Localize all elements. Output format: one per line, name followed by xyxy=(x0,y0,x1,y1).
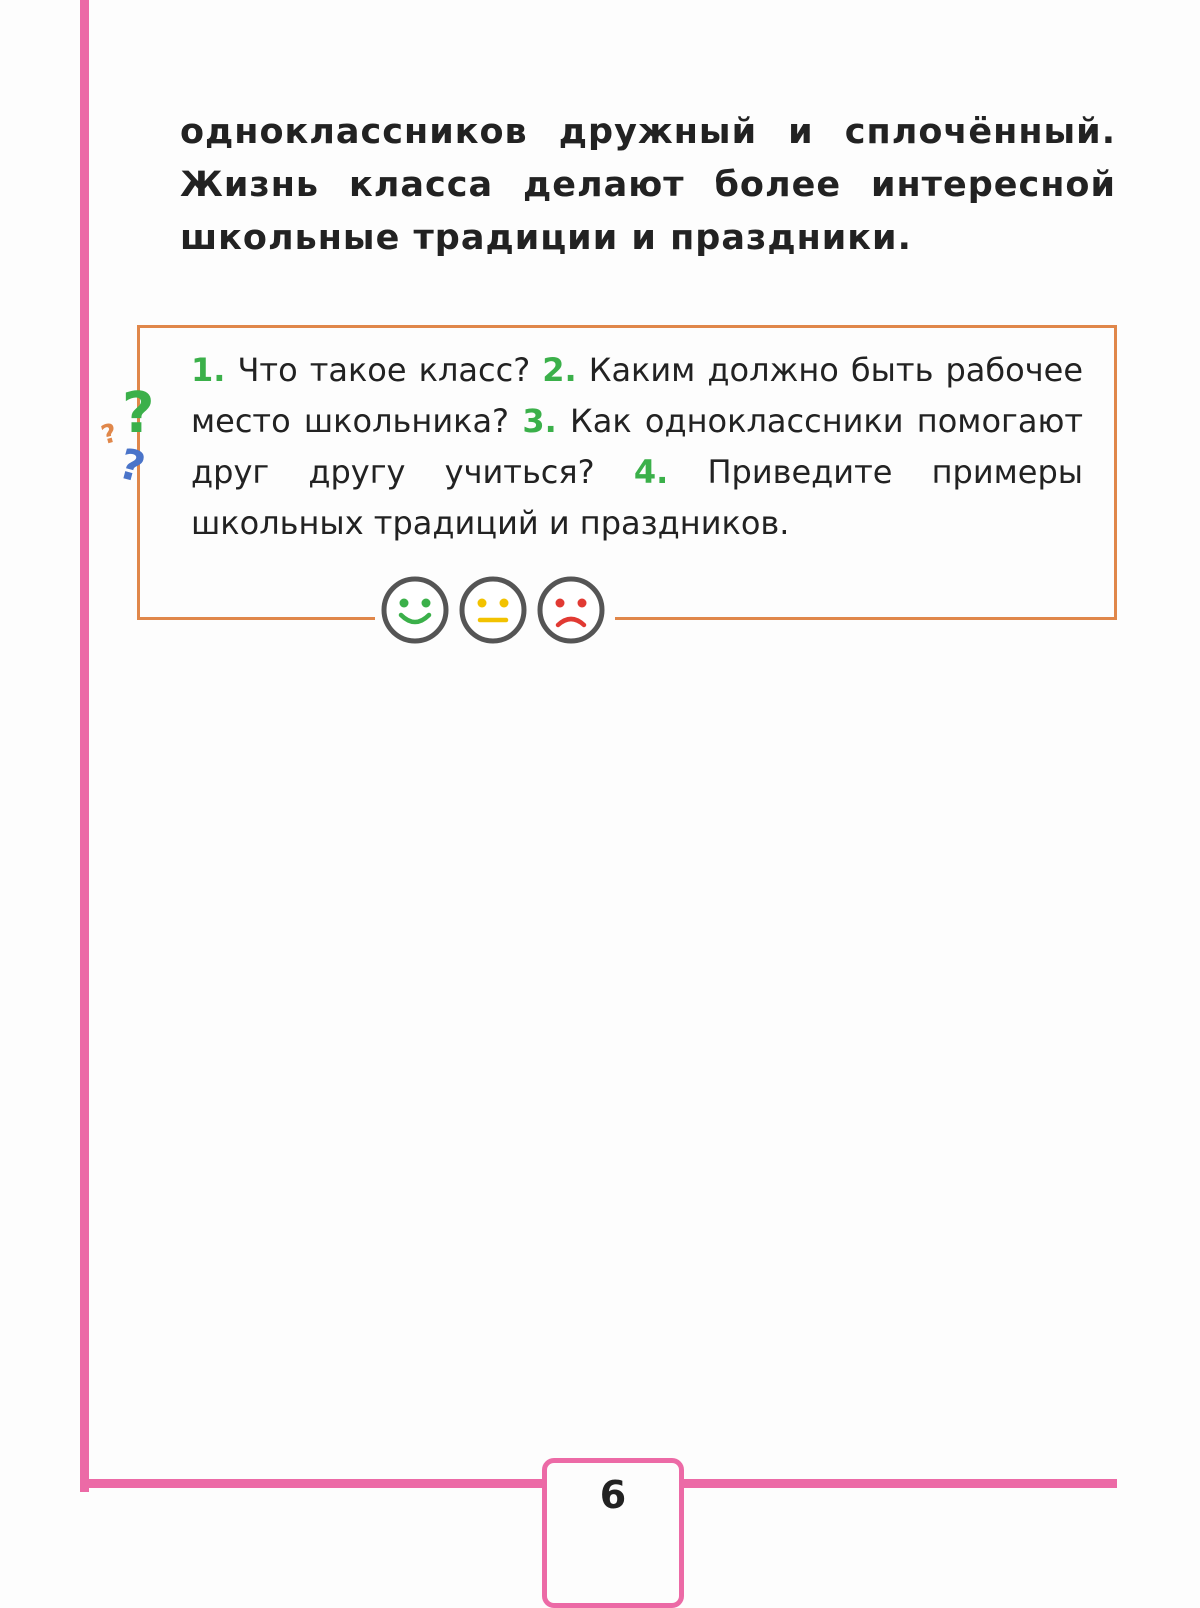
intro-paragraph: одноклассников дружный и сплочённый. Жизнь класса делают более интересной школьные традиции и праздники. xyxy=(180,112,1116,258)
page-border-left xyxy=(80,0,89,1492)
happy-face-icon[interactable] xyxy=(380,575,450,645)
questions-paragraph xyxy=(191,345,1083,549)
page-number-box xyxy=(542,1458,684,1608)
question-number: 3. xyxy=(522,402,557,440)
neutral-face-icon[interactable] xyxy=(458,575,528,645)
question-text: Что такое класс? xyxy=(237,351,531,389)
svg-text:?: ? xyxy=(122,381,155,446)
question-number: 1. xyxy=(191,351,226,389)
svg-text:?: ? xyxy=(98,418,121,452)
sad-face-icon[interactable] xyxy=(536,575,606,645)
question-text: Как одноклассники помогают друг другу учиться? xyxy=(191,402,1084,491)
page-number: 6 xyxy=(599,1473,627,1517)
question-marks-icon xyxy=(98,380,172,493)
question-number: 4. xyxy=(633,453,669,491)
question-number: 2. xyxy=(542,351,577,389)
question-text: Приведите примеры школьных традиций и праздников. xyxy=(191,453,1084,542)
question-text: Каким должно быть рабочее место школьника? xyxy=(191,351,1083,440)
svg-text:?: ? xyxy=(113,438,151,493)
self-assessment-smileys xyxy=(375,575,615,647)
